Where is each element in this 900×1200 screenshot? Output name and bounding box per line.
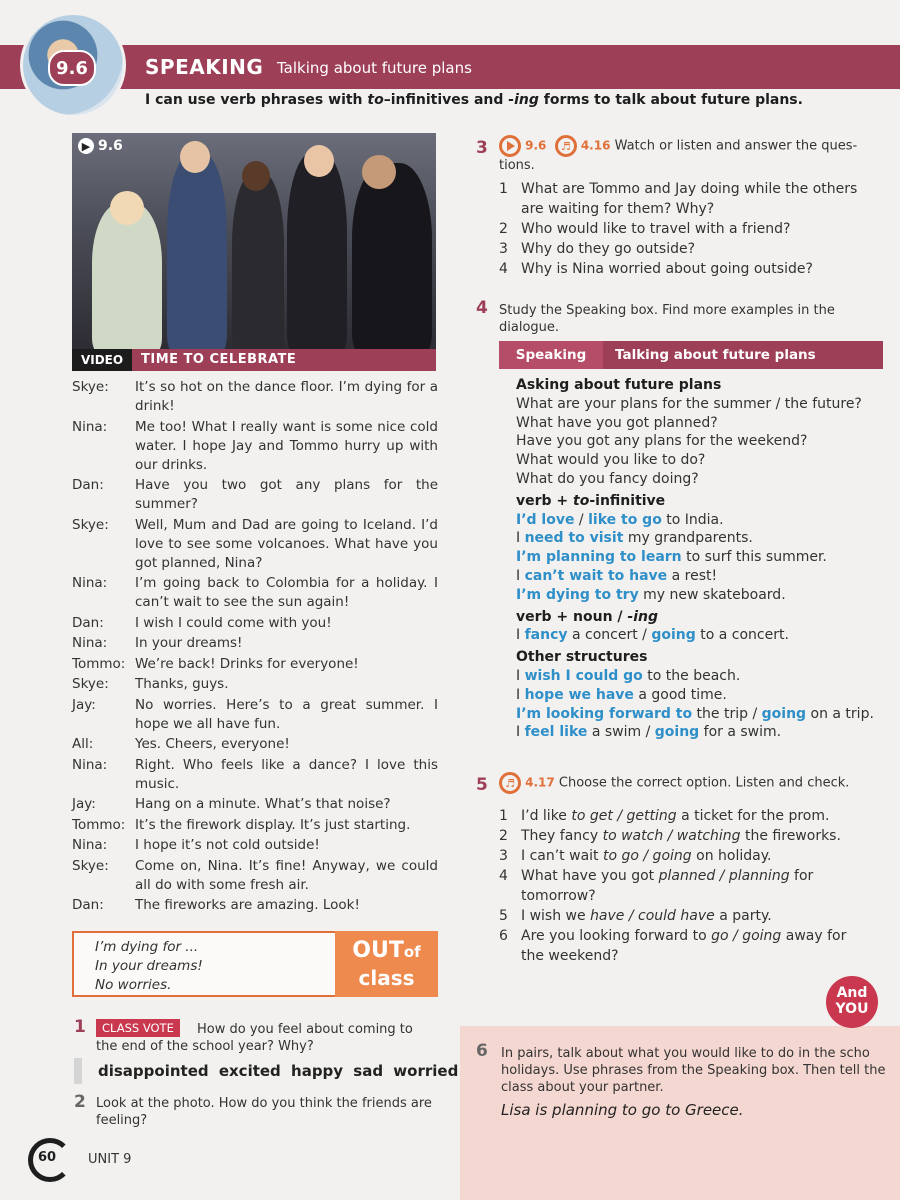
speaker-name: Dan: — [72, 614, 104, 631]
dialogue-line — [72, 696, 438, 734]
speaker-name: Nina: — [72, 635, 108, 651]
dialogue-line — [72, 634, 438, 653]
dialogue-line — [72, 655, 438, 674]
exercise-3-number: 3 — [476, 138, 488, 158]
item-number: 5 — [499, 908, 508, 924]
item-text: I can’t wait to go / going on holiday. — [521, 848, 772, 864]
speaker-name: Jay: — [72, 796, 96, 812]
phrase: I’m planning to learn to surf this summer. — [516, 549, 827, 566]
speaking-box-heading: Other structures — [516, 649, 648, 666]
dialogue-line — [72, 614, 438, 633]
video-still-photo[interactable] — [72, 133, 436, 349]
speaker-line: Hang on a minute. What’s that noise? — [135, 796, 391, 812]
section-subtitle: Talking about future plans — [277, 59, 472, 77]
question-item — [499, 219, 879, 239]
phrase: I hope we have a good time. — [516, 686, 727, 703]
exercise-6-text: holidays. Use phrases from the Speaking box. Then tell the — [501, 1063, 886, 1078]
class-vote-tag: CLASS VOTE — [96, 1019, 180, 1037]
speaking-box-heading: Asking about future plans — [516, 377, 722, 393]
dialogue-line — [72, 675, 438, 694]
item-text: I’d like to get / getting a ticket for the prom. — [521, 808, 830, 824]
speaker-name: Skye: — [72, 676, 109, 692]
speaker-line: Right. Who feels like a dance? I love this music. — [135, 756, 438, 792]
speaking-box-tab: Speaking — [499, 341, 603, 369]
question-number: 3 — [499, 241, 508, 257]
section-title: SPEAKING — [145, 55, 264, 79]
video-play-icon[interactable] — [499, 135, 521, 157]
exercise-6-text: In pairs, talk about what you would like to do in the scho — [501, 1046, 870, 1061]
item-number: 1 — [499, 808, 508, 824]
page-number: 60 — [38, 1150, 57, 1165]
dialogue-line — [72, 816, 438, 835]
exercise-5-instruction: ♬ 4.17 Choose the correct option. Listen and check. — [499, 772, 849, 794]
speaker-line: Yes. Cheers, everyone! — [135, 736, 290, 752]
question-text: Who would like to travel with a friend? — [521, 221, 791, 237]
phrase: I’d love / like to go to India. — [516, 511, 724, 528]
video-badge: ▶ 9.6 — [78, 138, 123, 154]
exercise-4-text: dialogue. — [499, 320, 560, 335]
speaking-box — [516, 376, 886, 742]
phrase: I’m dying for ... — [95, 939, 199, 955]
exercise-item — [499, 926, 859, 966]
audio-icon[interactable]: ♬ — [499, 772, 521, 794]
dialogue-line — [72, 476, 438, 514]
exercise-6-example: Lisa is planning to go to Greece. — [501, 1101, 744, 1119]
item-text: I wish we have / could have a party. — [521, 908, 772, 924]
item-number: 2 — [499, 828, 508, 844]
question-item — [499, 239, 879, 259]
item-text: What have you got planned / planning for tomorrow? — [521, 868, 814, 904]
item-option[interactable]: have / could have — [590, 908, 715, 924]
question-text: Why do they go outside? — [521, 241, 696, 257]
dialogue-line — [72, 857, 438, 895]
phrase: I wish I could go to the beach. — [516, 667, 741, 684]
dialogue-line — [72, 378, 438, 416]
exercise-1-number: 1 — [74, 1017, 86, 1037]
exercise-item — [499, 906, 859, 926]
exercise-6-text: class about your partner. — [501, 1080, 664, 1095]
dialogue-line — [72, 516, 438, 573]
speaking-box-heading: verb + to-infinitive — [516, 492, 666, 509]
phrase: I fancy a concert / going to a concert. — [516, 627, 789, 644]
question-number: 1 — [499, 181, 508, 197]
speaker-line: It’s so hot on the dance floor. I’m dying for a drink! — [135, 379, 438, 414]
speaker-line: I’m going back to Colombia for a holiday. I can’t wait to see the sun again! — [135, 575, 438, 610]
speaker-line: In your dreams! — [135, 635, 243, 651]
audio-icon[interactable]: ♬ — [555, 135, 577, 157]
speaker-line: Me too! What I really want is some nice cold water. I hope Jay and Tommo hurry up with our drinks. — [135, 418, 438, 473]
item-option[interactable]: go / going — [711, 928, 782, 944]
speaker-line: It’s the firework display. It’s just starting. — [135, 816, 411, 833]
speaker-name: Skye: — [72, 379, 109, 395]
speaking-box-title: Talking about future plans — [615, 347, 816, 363]
item-text: They fancy to watch / watching the fireworks. — [521, 828, 841, 844]
speaker-name: Nina: — [72, 418, 108, 435]
vote-words: disappointed excited happy sad worried — [74, 1058, 458, 1084]
speaking-box-heading: verb + noun / -ing — [516, 608, 659, 625]
exercise-3-instruction-cont: tions. — [499, 158, 535, 173]
exercise-item — [499, 806, 859, 826]
speaker-name: Skye: — [72, 516, 109, 533]
question-item — [499, 179, 879, 219]
speaker-line: I hope it’s not cold outside! — [135, 837, 320, 853]
speaker-name: Jay: — [72, 696, 96, 713]
phrase: I feel like a swim / going for a swim. — [516, 724, 782, 741]
question-number: 4 — [499, 261, 508, 277]
speaker-name: Nina: — [72, 575, 108, 591]
exercise-item — [499, 826, 859, 846]
video-icon: ▶ — [78, 138, 94, 154]
item-option[interactable]: to watch / watching — [602, 828, 741, 844]
exercise-3-questions — [499, 179, 879, 279]
speaker-line: Have you two got any plans for the summer? — [135, 477, 438, 512]
dialogue-line — [72, 574, 438, 612]
dialogue-line — [72, 735, 438, 754]
speaker-name: Dan: — [72, 897, 104, 913]
speaker-line: Come on, Nina. It’s fine! Anyway, we could all do with some fresh air. — [135, 857, 438, 893]
speaker-name: Tommo: — [72, 655, 126, 672]
speaker-line: We’re back! Drinks for everyone! — [135, 655, 359, 672]
speaker-line: The fireworks are amazing. Look! — [135, 897, 360, 913]
phrase: I need to visit my grandparents. — [516, 530, 753, 547]
lesson-number-badge: 9.6 — [48, 50, 96, 86]
item-option[interactable]: to get / getting — [571, 808, 677, 824]
exercise-item — [499, 866, 859, 906]
question-item — [499, 259, 879, 279]
item-number: 3 — [499, 848, 508, 864]
exercise-5-number: 5 — [476, 775, 488, 795]
speaker-line: Well, Mum and Dad are going to Iceland. I’d love to see some volcanoes. What have you got planned, Nina? — [135, 516, 438, 571]
phrase: In your dreams! — [95, 958, 203, 974]
speaker-name: All: — [72, 736, 94, 752]
phrase: What would you like to do? — [516, 452, 706, 469]
speaker-name: Tommo: — [72, 816, 126, 833]
out-of-class-phrases — [95, 938, 203, 995]
speaker-name: Nina: — [72, 837, 108, 853]
unit-label: UNIT 9 — [88, 1152, 132, 1167]
speaker-line: No worries. Here’s to a great summer. I hope we all have fun. — [135, 696, 438, 732]
phrase: What are your plans for the summer / the future? — [516, 395, 862, 412]
item-option[interactable]: to go / going — [602, 848, 692, 864]
exercise-item — [499, 846, 859, 866]
phrase: What have you got planned? — [516, 414, 718, 431]
dialogue-line — [72, 418, 438, 475]
exercise-2-text: Look at the photo. How do you think the friends are — [96, 1096, 432, 1111]
question-text: What are Tommo and Jay doing while the others are waiting for them? Why? — [521, 181, 858, 217]
question-number: 2 — [499, 221, 508, 237]
dialogue-line — [72, 756, 438, 794]
phrase: Have you got any plans for the weekend? — [516, 433, 808, 450]
video-title: TIME TO CELEBRATE — [141, 352, 297, 367]
phrase: No worries. — [95, 977, 172, 993]
item-text: Are you looking forward to go / going away for the weekend? — [521, 928, 847, 964]
exercise-6-number: 6 — [476, 1041, 488, 1061]
exercise-4-number: 4 — [476, 298, 488, 318]
out-of-class-tab: OUTof class — [335, 931, 438, 997]
exercise-4-text: Study the Speaking box. Find more examples in the — [499, 303, 835, 318]
phrase: I can’t wait to have a rest! — [516, 567, 718, 584]
exercise-5-items — [499, 806, 859, 966]
video-tag: VIDEO — [72, 349, 132, 371]
exercise-2-text: feeling? — [96, 1113, 148, 1128]
and-you-badge: And YOU — [826, 976, 878, 1028]
speaker-name: Nina: — [72, 756, 108, 773]
item-number: 4 — [499, 868, 508, 884]
exercise-1-text: the end of the school year? Why? — [96, 1039, 314, 1054]
item-number: 6 — [499, 928, 508, 944]
exercise-1-text: How do you feel about coming to — [197, 1022, 413, 1037]
dialogue — [72, 378, 438, 917]
speaker-name: Skye: — [72, 857, 109, 874]
exercise-3-instruction: 9.6 ♬ 4.16 Watch or listen and answer the ques- — [499, 135, 884, 157]
item-option[interactable]: planned / planning — [658, 868, 790, 884]
dialogue-line — [72, 896, 438, 915]
question-text: Why is Nina worried about going outside? — [521, 261, 813, 277]
dialogue-line — [72, 836, 438, 855]
dialogue-line — [72, 795, 438, 814]
phrase: I’m looking forward to the trip / going on a trip. — [516, 705, 874, 722]
phrase: What do you fancy doing? — [516, 470, 699, 487]
speaker-name: Dan: — [72, 477, 104, 493]
exercise-2-number: 2 — [74, 1092, 86, 1112]
speaker-line: Thanks, guys. — [135, 676, 229, 692]
speaker-line: I wish I could come with you! — [135, 614, 332, 631]
lesson-objective: I can use verb phrases with to–infinitives and -ing forms to talk about future plans. — [145, 92, 803, 108]
phrase: I’m dying to try my new skateboard. — [516, 586, 786, 603]
